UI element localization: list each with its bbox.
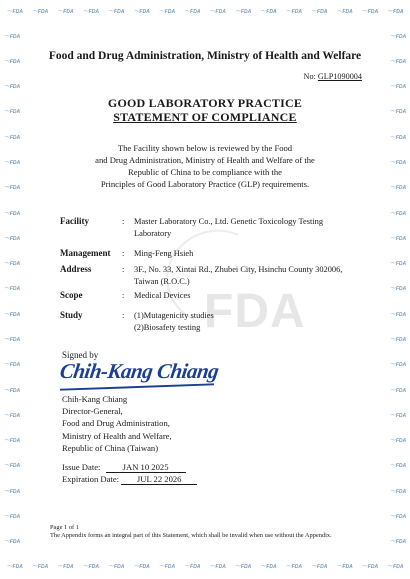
fda-border-motif: 〜 FDA <box>7 564 23 570</box>
fda-border-motif: 〜 FDA <box>390 312 406 318</box>
fda-border-motif: 〜 FDA <box>4 337 20 343</box>
fda-border-motif: 〜 FDA <box>4 160 20 166</box>
fda-border-motif: 〜 FDA <box>210 9 226 15</box>
signer-org-line: Food and Drug Administration, <box>62 418 170 429</box>
intro-line: Republic of China to be compliance with the <box>128 167 282 177</box>
fda-border-motif: 〜 FDA <box>7 9 23 15</box>
cert-no-label: No: <box>303 72 316 81</box>
study-label: Study <box>60 310 83 320</box>
handwritten-signature: Chih-Kang Chiang <box>58 359 221 383</box>
border-top <box>0 0 410 24</box>
fda-border-motif: 〜 FDA <box>4 312 20 318</box>
fda-border-motif: 〜 FDA <box>260 564 276 570</box>
fda-border-motif: 〜 FDA <box>390 489 406 495</box>
study-item: (1)Mutagenicity studies <box>134 311 214 320</box>
fda-border-motif: 〜 FDA <box>387 9 403 15</box>
fda-border-motif: 〜 FDA <box>57 564 73 570</box>
fda-border-motif: 〜 FDA <box>390 135 406 141</box>
fda-border-motif: 〜 FDA <box>390 211 406 217</box>
fda-border-motif: 〜 FDA <box>159 9 175 15</box>
intro-line: Principles of Good Laboratory Practice (GLP) requirements. <box>100 179 310 189</box>
fda-border-motif: 〜 FDA <box>184 564 200 570</box>
fda-border-motif: 〜 FDA <box>390 388 406 394</box>
fda-border-motif: 〜 FDA <box>362 564 378 570</box>
fda-border-motif: 〜 FDA <box>32 9 48 15</box>
address-value: 3F., No. 33, Xintai Rd., Zhubei City, Hsinchu County 302006, Taiwan (R.O.C.) <box>134 265 343 286</box>
fda-border-motif: 〜 FDA <box>4 539 20 545</box>
signer-org-line: Ministry of Health and Welfare, <box>62 430 172 441</box>
title-line-1: GOOD LABORATORY PRACTICE <box>107 96 303 110</box>
expiration-date-label: Expiration Date: <box>62 474 120 485</box>
signer-org-line: Republic of China (Taiwan) <box>62 442 159 453</box>
intro-line: and Drug Administration, Ministry of Health and Welfare of the <box>95 155 315 165</box>
fda-border-motif: 〜 FDA <box>133 9 149 15</box>
management-value: Ming-Feng Hsieh <box>134 249 194 258</box>
fda-border-motif: 〜 FDA <box>184 9 200 15</box>
intro-paragraph <box>60 142 350 190</box>
fda-border-motif: 〜 FDA <box>286 9 302 15</box>
management-label: Management <box>60 248 111 258</box>
fda-border-motif: 〜 FDA <box>4 185 20 191</box>
fda-border-motif: 〜 FDA <box>311 564 327 570</box>
fda-border-motif: 〜 FDA <box>210 564 226 570</box>
fda-border-motif: 〜 FDA <box>32 564 48 570</box>
fda-border-motif: 〜 FDA <box>390 514 406 520</box>
fda-border-motif: 〜 FDA <box>4 135 20 141</box>
fda-border-motif: 〜 FDA <box>4 211 20 217</box>
fda-border-motif: 〜 FDA <box>83 9 99 15</box>
ministry-header: Food and Drug Administration, Ministry of Health and Welfare <box>48 50 362 62</box>
fda-border-motif: 〜 FDA <box>390 109 406 115</box>
fda-border-motif: 〜 FDA <box>4 59 20 65</box>
facility-label: Facility <box>60 216 89 226</box>
facility-value: Master Laboratory Co., Ltd. Genetic Toxicology Testing Laboratory <box>134 217 324 238</box>
fda-border-motif: 〜 FDA <box>4 261 20 267</box>
fda-border-motif: 〜 FDA <box>57 9 73 15</box>
fda-border-motif: 〜 FDA <box>390 59 406 65</box>
fda-border-motif: 〜 FDA <box>390 34 406 40</box>
fda-border-motif: 〜 FDA <box>108 9 124 15</box>
fda-border-motif: 〜 FDA <box>286 564 302 570</box>
fda-border-motif: 〜 FDA <box>235 564 251 570</box>
title-line-2: STATEMENT OF COMPLIANCE <box>113 110 297 124</box>
study-value <box>134 310 360 334</box>
fda-border-motif: 〜 FDA <box>390 438 406 444</box>
fda-border-motif: 〜 FDA <box>4 489 20 495</box>
address-label: Address <box>60 264 92 274</box>
fda-border-motif: 〜 FDA <box>4 84 20 90</box>
fda-border-motif: 〜 FDA <box>4 109 20 115</box>
fda-border-motif: 〜 FDA <box>390 463 406 469</box>
fda-border-motif: 〜 FDA <box>390 413 406 419</box>
study-item: (2)Biosafety testing <box>134 322 201 332</box>
fda-border-motif: 〜 FDA <box>260 9 276 15</box>
fda-border-motif: 〜 FDA <box>390 337 406 343</box>
fda-border-motif: 〜 FDA <box>4 286 20 292</box>
fda-watermark: FDA <box>204 285 306 338</box>
issue-date-row <box>62 461 197 473</box>
issue-date-label: Issue Date: <box>62 462 101 472</box>
fda-border-motif: 〜 FDA <box>4 463 20 469</box>
fda-border-motif: 〜 FDA <box>4 438 20 444</box>
fda-border-motif: 〜 FDA <box>336 564 352 570</box>
fda-border-motif: 〜 FDA <box>311 9 327 15</box>
fda-border-motif: 〜 FDA <box>83 564 99 570</box>
fda-border-motif: 〜 FDA <box>390 84 406 90</box>
fda-border-motif: 〜 FDA <box>390 236 406 242</box>
page-number: Page 1 of 1 <box>50 524 79 531</box>
scope-label: Scope <box>60 290 83 300</box>
fda-border-motif: 〜 FDA <box>108 564 124 570</box>
dates-block <box>62 461 197 485</box>
fda-border-motif: 〜 FDA <box>390 362 406 368</box>
fda-border-motif: 〜 FDA <box>159 564 175 570</box>
colon: : <box>122 249 125 258</box>
fda-border-motif: 〜 FDA <box>362 9 378 15</box>
fda-border-motif: 〜 FDA <box>390 185 406 191</box>
fda-border-motif: 〜 FDA <box>4 34 20 40</box>
signer-block <box>62 393 172 454</box>
border-bottom <box>0 555 410 579</box>
signer-title: Director-General, <box>62 406 123 417</box>
fda-border-motif: 〜 FDA <box>4 236 20 242</box>
fda-border-motif: 〜 FDA <box>4 413 20 419</box>
colon: : <box>122 217 125 226</box>
fda-border-motif: 〜 FDA <box>4 362 20 368</box>
fda-border-motif: 〜 FDA <box>390 261 406 267</box>
scope-value: Medical Devices <box>134 291 191 300</box>
footer <box>50 524 332 540</box>
signature-underline <box>60 383 214 390</box>
expiration-date-row <box>62 473 197 485</box>
fda-border-motif: 〜 FDA <box>235 9 251 15</box>
fda-border-motif: 〜 FDA <box>4 514 20 520</box>
signer-name: Chih-Kang Chiang <box>62 394 128 404</box>
colon: : <box>122 265 125 274</box>
colon: : <box>122 311 125 320</box>
intro-line: The Facility shown below is reviewed by the Food <box>117 143 293 153</box>
fda-border-motif: 〜 FDA <box>390 286 406 292</box>
fda-border-motif: 〜 FDA <box>390 160 406 166</box>
fda-border-motif: 〜 FDA <box>390 539 406 545</box>
issue-date-value: JAN 10 2025 <box>106 462 186 473</box>
colon: : <box>122 291 125 300</box>
fda-border-motif: 〜 FDA <box>387 564 403 570</box>
fda-border-motif: 〜 FDA <box>133 564 149 570</box>
certificate-number <box>304 72 362 81</box>
appendix-note: The Appendix forms an integral part of this Statement, which shall be invalid when use without the Appendix. <box>50 532 332 539</box>
fda-border-motif: 〜 FDA <box>336 9 352 15</box>
fda-border-motif: 〜 FDA <box>4 388 20 394</box>
expiration-date-value: JUL 22 2026 <box>121 474 197 485</box>
cert-no-value: GLP1090004 <box>317 72 362 81</box>
signed-by-label: Signed by <box>62 350 99 360</box>
